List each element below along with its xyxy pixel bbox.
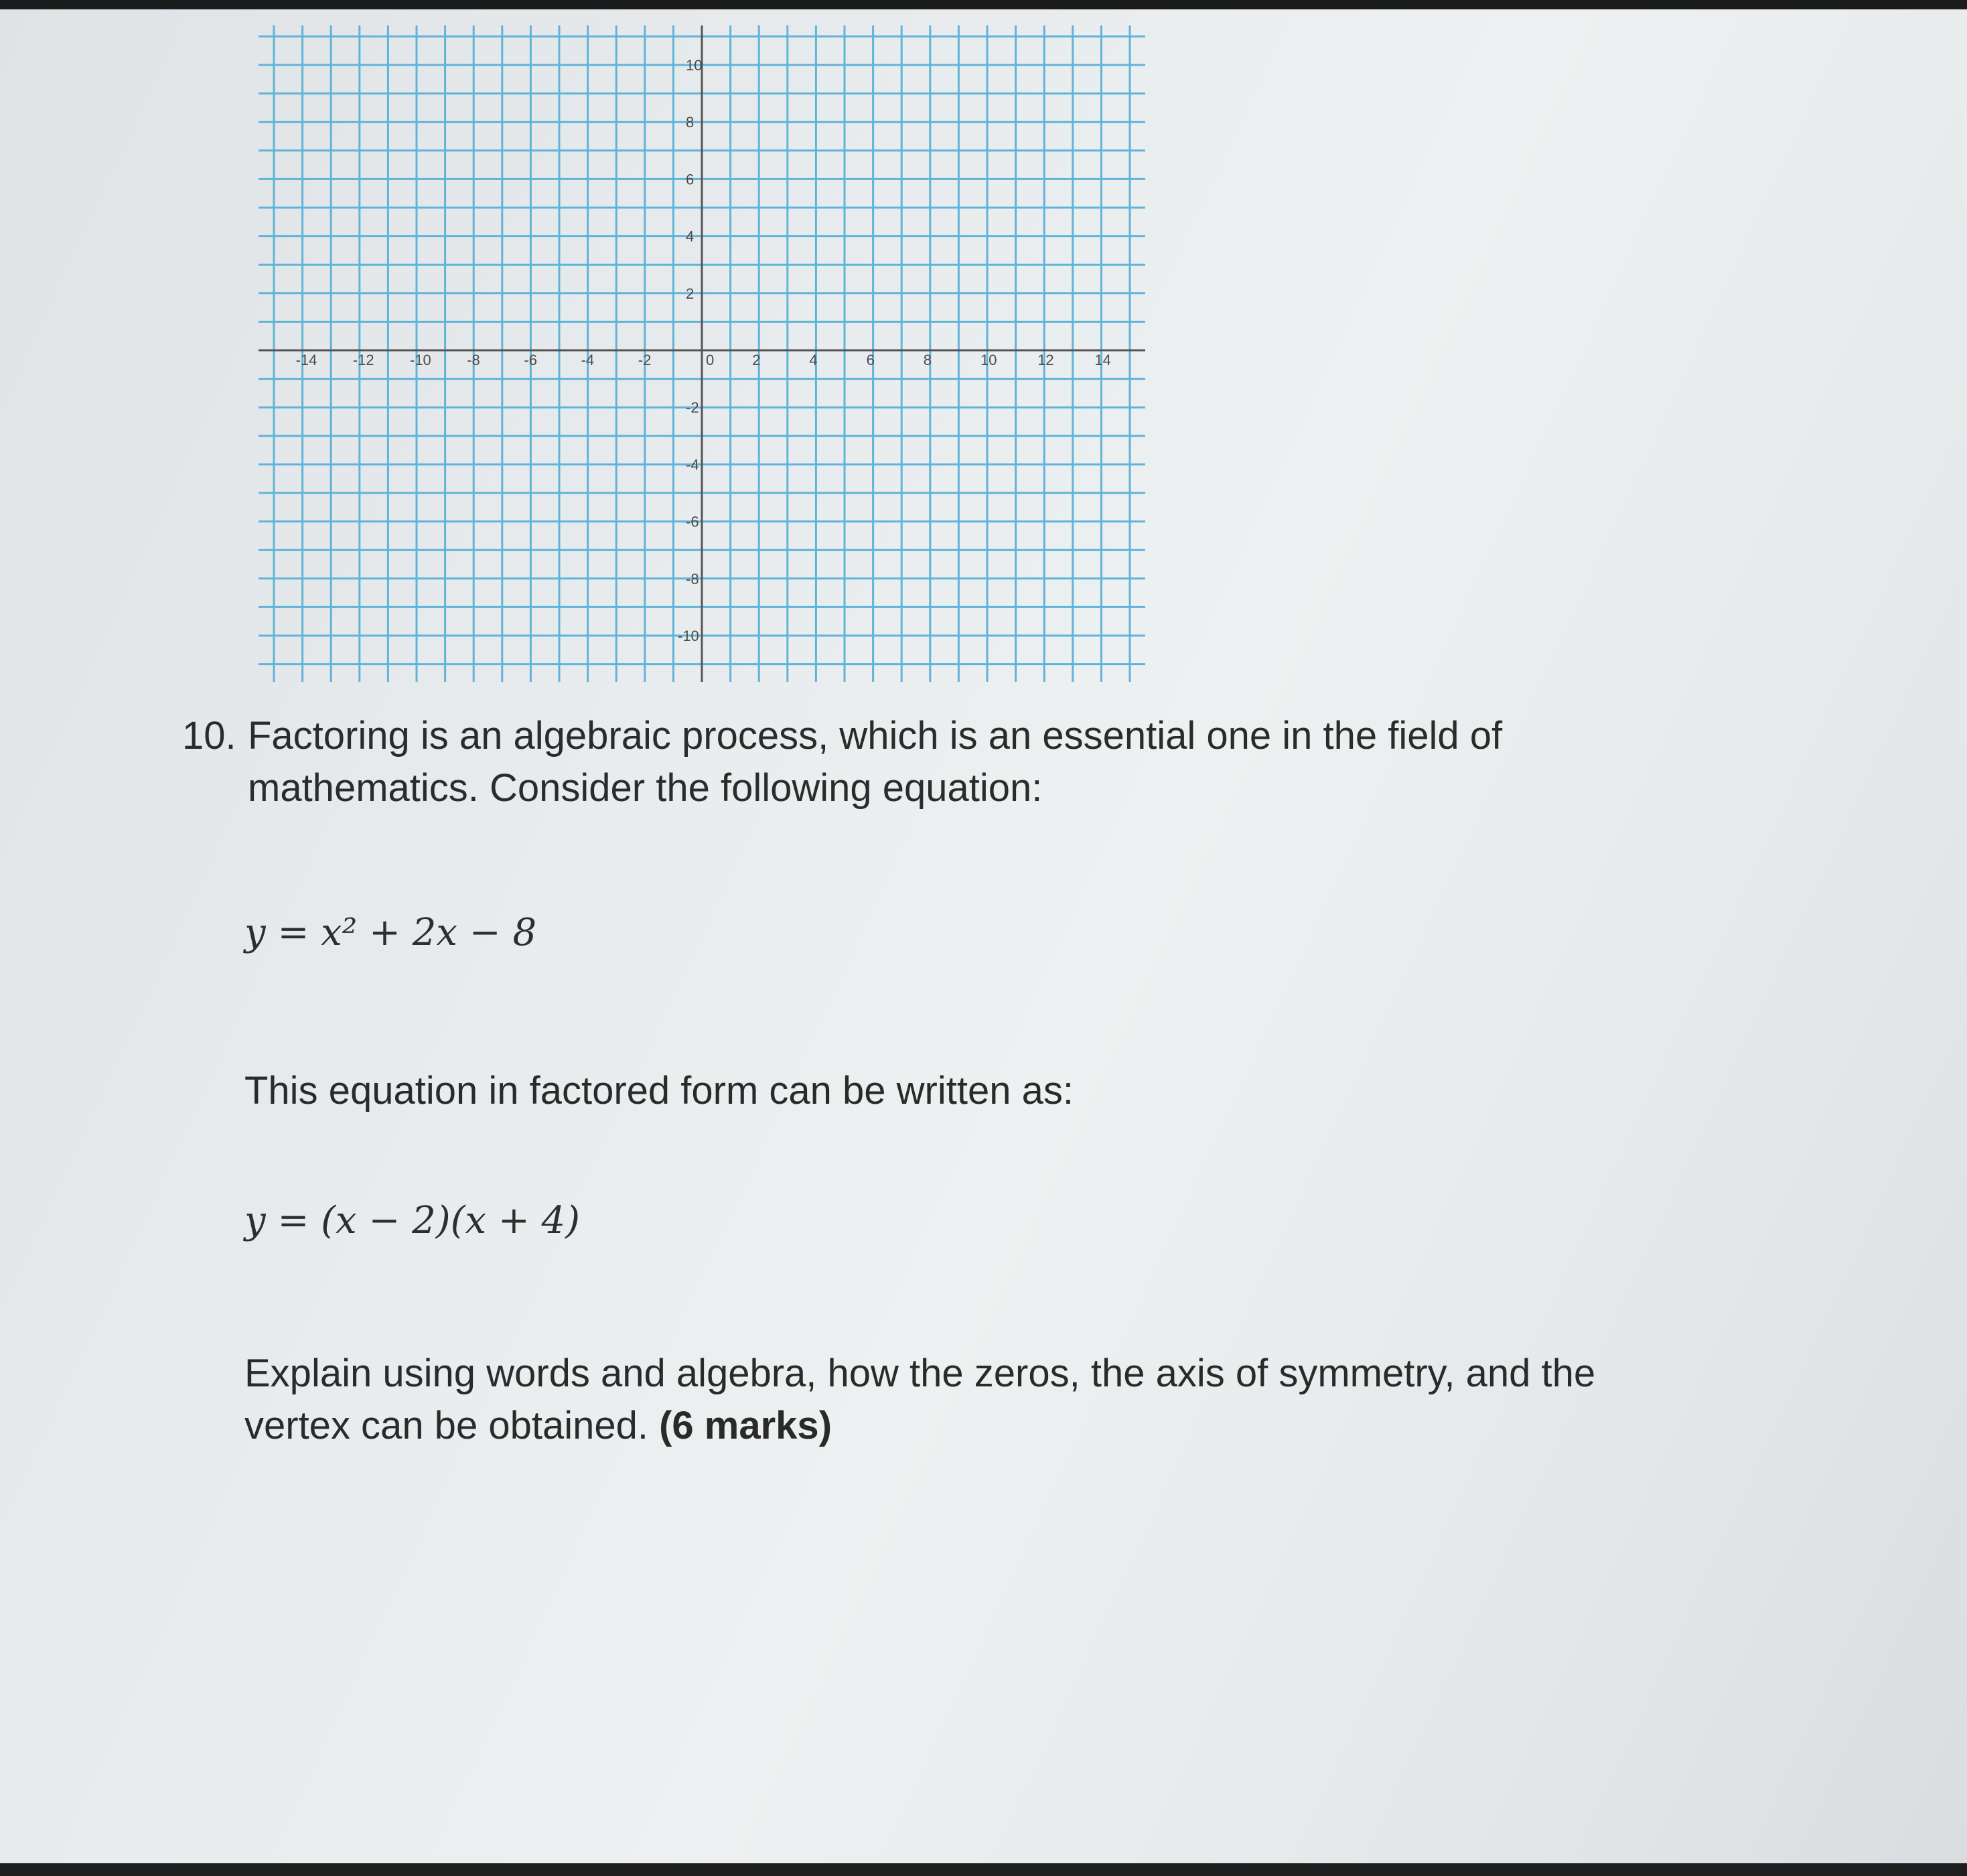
question-intro [248, 710, 1723, 814]
intro-line-2: mathematics. Consider the following equation: [248, 766, 1043, 810]
explain-line-2 [244, 1400, 1785, 1452]
top-bezel [0, 0, 1967, 9]
x-tick-label: 12 [1037, 352, 1054, 368]
bottom-bezel [0, 1863, 1967, 1876]
y-tick-label: -6 [686, 513, 699, 530]
x-tick-label: -6 [524, 352, 537, 368]
x-tick-label: -10 [410, 352, 431, 368]
y-tick-label: 10 [686, 57, 703, 74]
x-tick-label: -8 [467, 352, 480, 368]
origin-label: 0 [706, 352, 715, 368]
explain-prompt [244, 1348, 1785, 1452]
intro-line-1: Factoring is an algebraic process, which is an essential one in the field of [248, 714, 1503, 757]
y-tick-label: -2 [686, 399, 699, 417]
question-10 [182, 710, 1723, 814]
y-tick-label: -4 [686, 456, 699, 474]
x-tick-label: 6 [866, 352, 875, 368]
x-tick-label: -2 [638, 352, 652, 368]
explain-line-2-text: vertex can be obtained. [244, 1404, 648, 1447]
x-tick-label: -4 [581, 352, 595, 368]
x-tick-label: 2 [752, 352, 761, 368]
x-tick-label: 14 [1094, 352, 1111, 368]
x-tick-label: 8 [923, 352, 932, 368]
explain-line-1: Explain using words and algebra, how the zeros, the axis of symmetry, and the [244, 1352, 1596, 1395]
x-tick-label: 4 [809, 352, 818, 368]
standard-form-equation: y = x² + 2x − 8 [244, 911, 537, 954]
question-number: 10. [182, 714, 236, 757]
y-tick-label: 6 [686, 171, 695, 188]
x-tick-label: -12 [352, 352, 374, 368]
y-tick-label: -10 [678, 628, 699, 644]
x-tick-label: -14 [295, 352, 317, 368]
marks-label: (6 marks) [659, 1404, 832, 1447]
y-tick-label: 2 [686, 285, 695, 302]
factored-form-equation: y = (x − 2)(x + 4) [244, 1199, 581, 1242]
x-tick-label: 10 [980, 352, 997, 368]
factored-form-intro: This equation in factored form can be written as: [244, 1069, 1074, 1112]
y-tick-label: 4 [686, 228, 695, 245]
y-tick-label: -8 [686, 570, 699, 587]
grid-svg [254, 19, 1152, 685]
coordinate-grid [254, 19, 1152, 685]
y-tick-label: 8 [686, 114, 695, 131]
